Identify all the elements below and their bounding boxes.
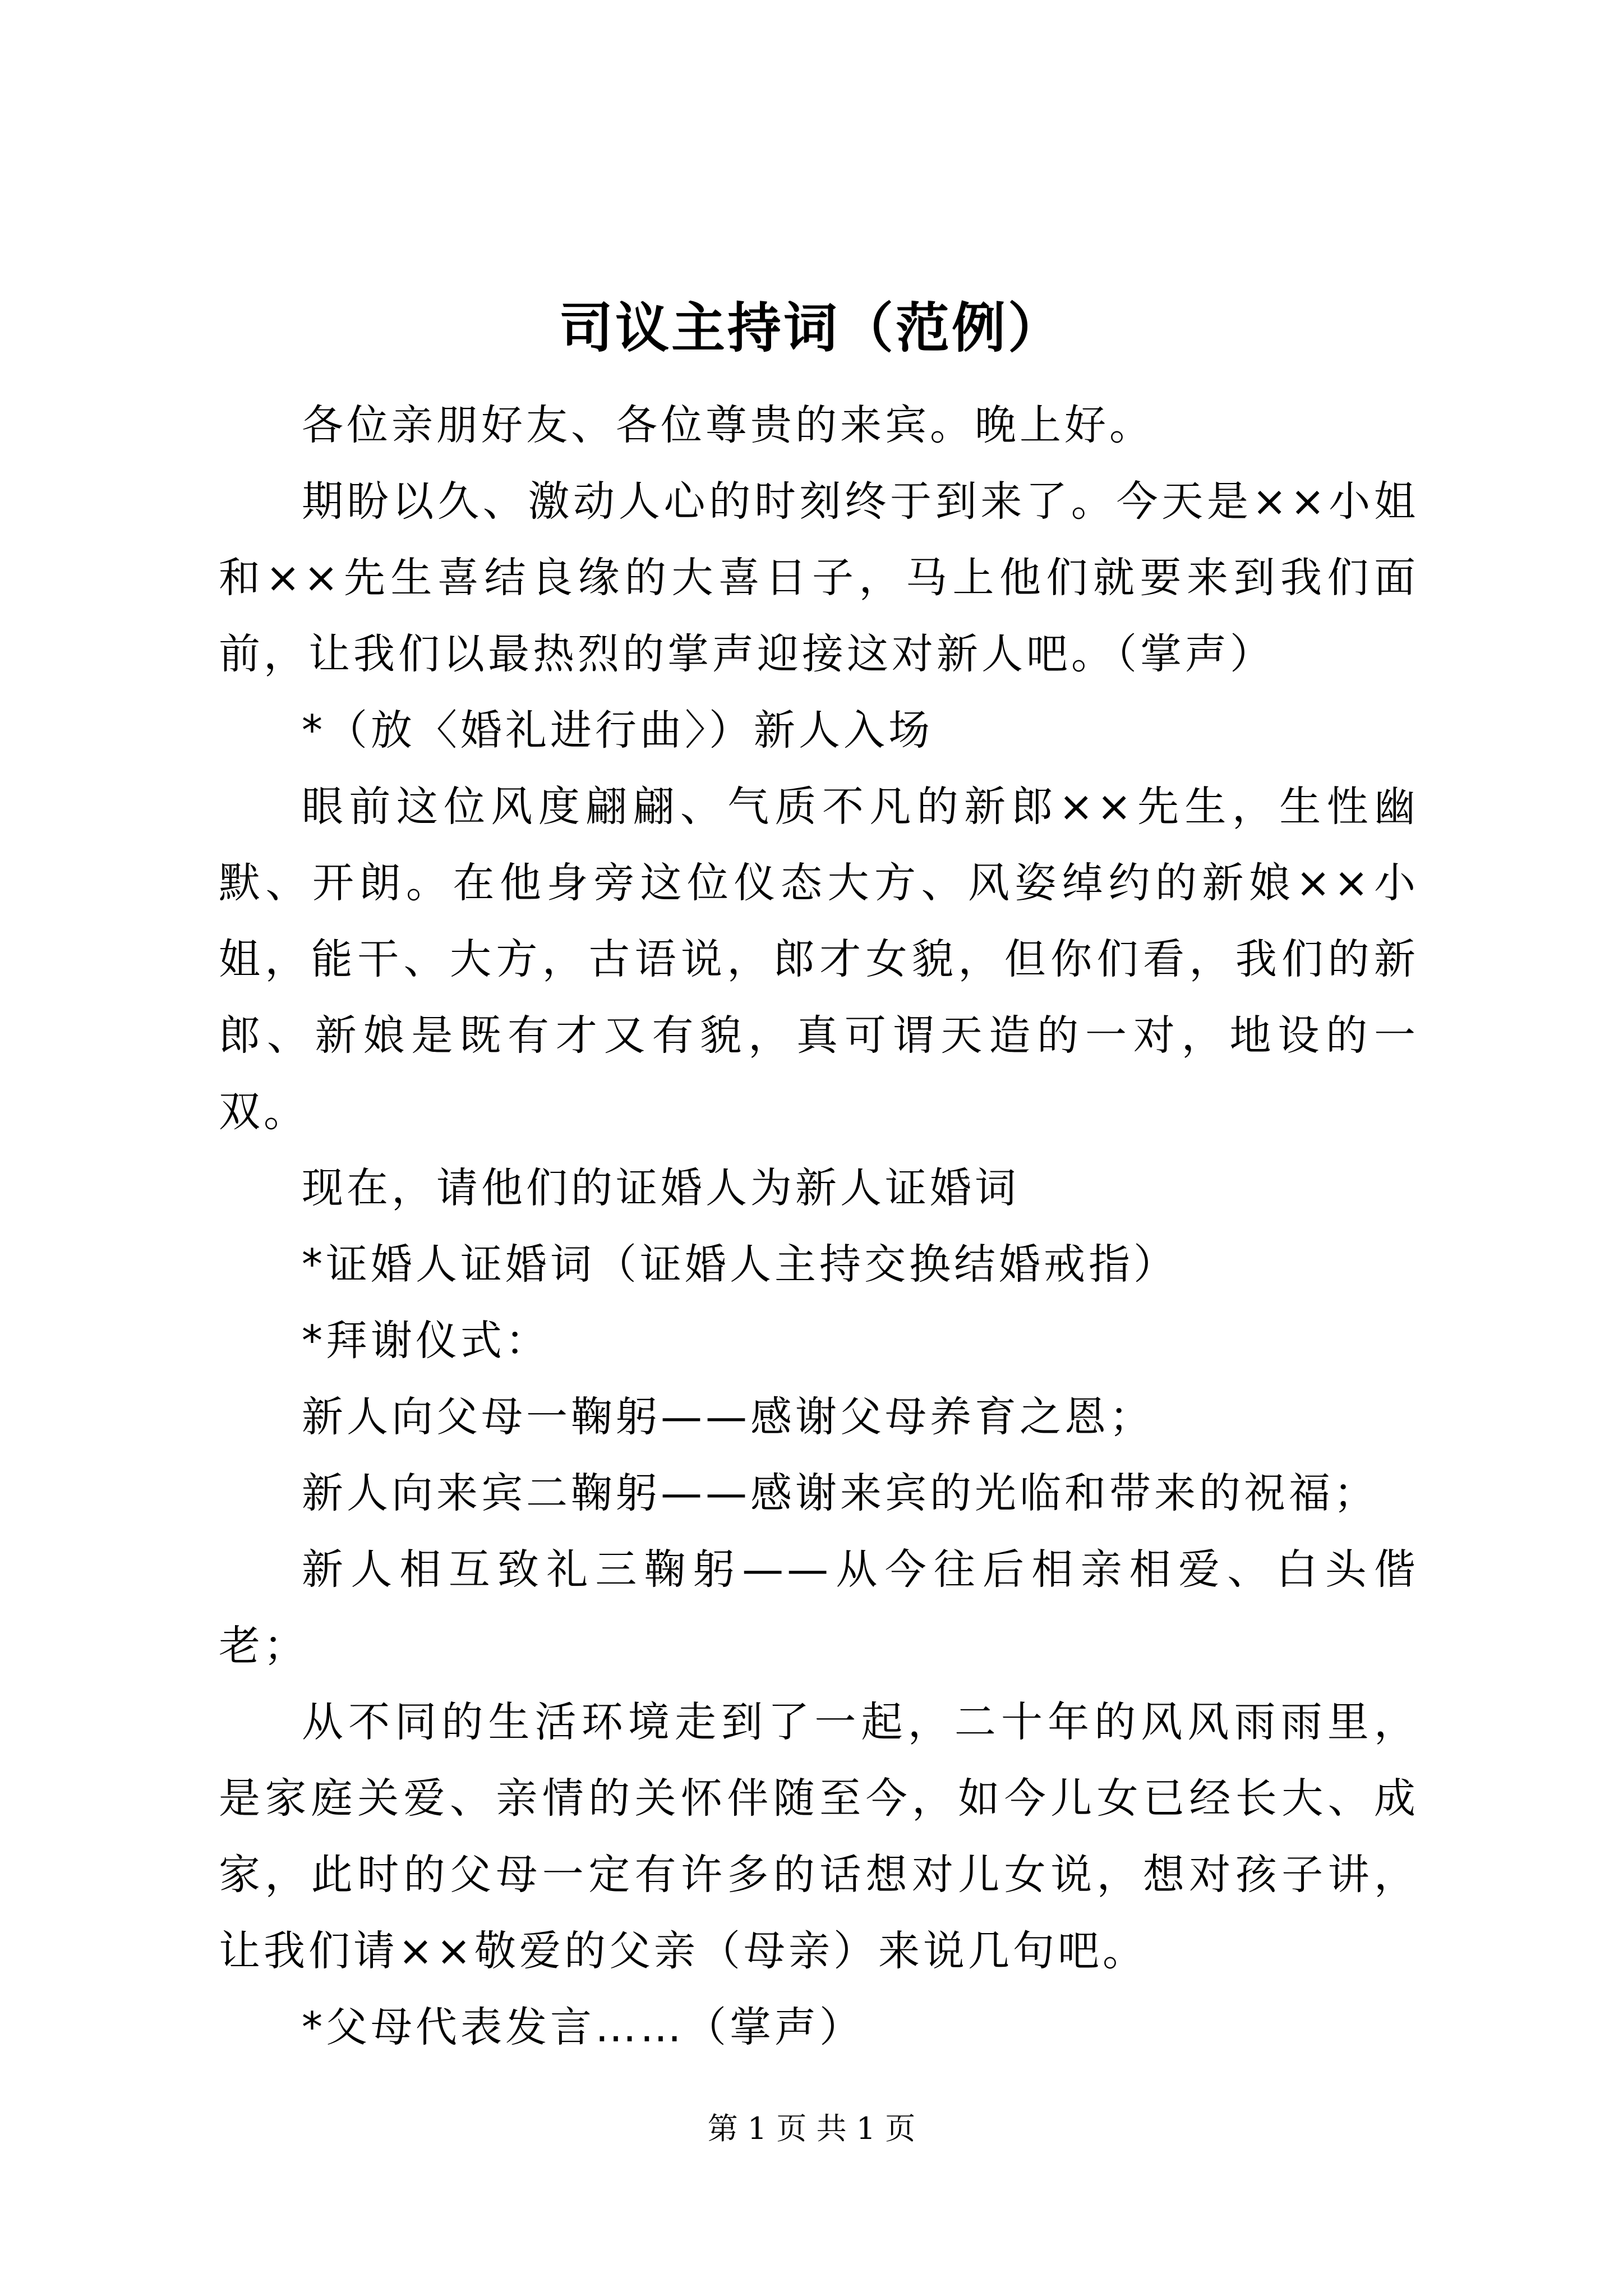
- paragraph-third-bow: 新人相互致礼三鞠躬——从今往后相亲相爱、白头偕老；: [219, 1545, 1419, 1670]
- paragraph-second-bow: 新人向来宾二鞠躬——感谢来宾的光临和带来的祝福；: [302, 1469, 1378, 1517]
- paragraph-first-bow: 新人向父母一鞠躬——感谢父母养育之恩；: [302, 1393, 1154, 1441]
- paragraph-introduction: 眼前这位风度翩翩、气质不凡的新郎××先生，生性幽默、开朗。在他身旁这位仪态大方、风姿绰约的新娘××小姐，能干、大方，古语说，郎才女貌，但你们看，我们的新郎、新娘是既有才又有貌，真可谓天造的一对，地设的一双。: [219, 783, 1419, 1136]
- paragraph-parents-intro: 从不同的生活环境走到了一起，二十年的风风雨雨里，是家庭关爱、亲情的关怀伴随至今，如今儿女已经长大、成家，此时的父母一定有许多的话想对儿女说，想对孩子讲，让我们请××敬爱的父亲（母亲）来说几句吧。: [219, 1698, 1419, 1975]
- paragraph-witness-invite: 现在，请他们的证婚人为新人证婚词: [302, 1164, 1020, 1212]
- paragraph-opening: 期盼以久、激动人心的时刻终于到来了。今天是××小姐和××先生喜结良缘的大喜日子，马上他们就要来到我们面前，让我们以最热烈的掌声迎接这对新人吧。（掌声）: [219, 477, 1419, 678]
- paragraph-entrance: *（放〈婚礼进行曲〉）新人入场: [302, 706, 933, 754]
- paragraph-witness-speech: *证婚人证婚词（证婚人主持交换结婚戒指）: [302, 1240, 1178, 1289]
- paragraph-parents-speech: *父母代表发言……（掌声）: [302, 2003, 864, 2051]
- document-title: 司议主持词（范例）: [559, 296, 1064, 360]
- document-body: [219, 387, 1419, 2065]
- page-footer: 第 1 页 共 1 页: [707, 2111, 916, 2146]
- paragraph-greeting: 各位亲朋好友、各位尊贵的来宾。晚上好。: [302, 401, 1154, 449]
- paragraph-bow-ceremony: *拜谢仪式：: [302, 1317, 550, 1365]
